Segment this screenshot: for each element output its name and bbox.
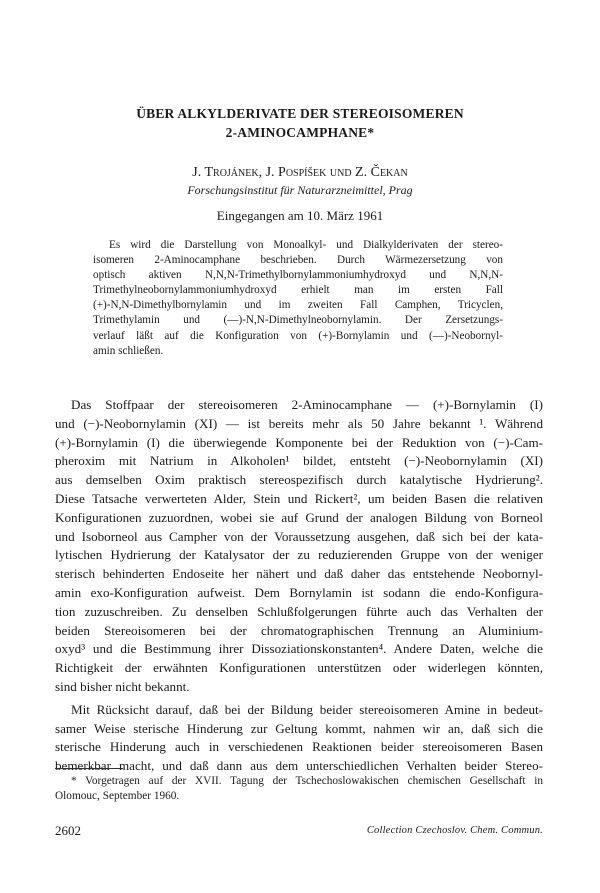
body-line: bemerkbar macht, und daß dann aus dem unterschiedlichen Verhalten beider Stereo- <box>55 758 543 774</box>
body-line: sterische Hinderung auch in verschiedenen Reaktionen beider stereoisomeren Basen <box>55 739 543 755</box>
footnote-line: Olomouc, September 1960. <box>55 790 180 802</box>
abstract-line: (+)-N,N-Dimethylbornylamin und im zweiten Fall Camphen, Tricyclen, <box>93 299 503 312</box>
abstract-line: verlauf läßt auf die Konfiguration von (+)-Bornylamin und (—)-Neobornyl- <box>93 329 503 342</box>
abstract-line: isomeren 2-Aminocamphane beschrieben. Durch Wärmezersetzung von <box>93 254 503 267</box>
journal-name-text: Collection Czechoslov. Chem. Commun. <box>366 825 543 836</box>
body-line: oxyd³ und die Bestimmung ihrer Dissoziationskonstanten⁴. Andere Daten, welche die <box>55 641 543 657</box>
body-line: tion zuzuschreiben. Zu denselben Schlußfolgerungen führte auch das Verhalten der <box>55 603 543 619</box>
body-line: und Isoborneol aus Campher von der Voraussetzung ausgehen, daß sich bei der kata- <box>55 528 543 544</box>
paragraph-1 <box>55 396 543 697</box>
abstract-line: amin schließen. <box>93 344 164 357</box>
body-line: aus demselben Oxim praktisch stereospezifisch durch katalytische Hydrierung². <box>55 472 543 488</box>
abstract <box>93 238 503 359</box>
body-line: Richtigkeit der erwähnten Konfigurationen unterstützen oder widerlegen könnten, <box>55 660 543 676</box>
body-line: Diese Tatsache verwerteten Alder, Stein und Rickert², um beiden Basen die relativen <box>55 490 543 506</box>
body-line: und (−)-Neobornylamin (XI) — ist bereits mehr als 50 Jahre bekannt ¹. Während <box>55 415 543 431</box>
title-line-2: 2-AMINOCAMPHANE* <box>225 125 375 140</box>
authors: J. Trojánek, J. Pospíšek und Z. Čekan <box>192 165 408 180</box>
received-date: Eingegangen am 10. März 1961 <box>216 208 384 223</box>
body-line: amin exo-Konfiguration aufweist. Dem Bornylamin ist sodann die endo-Konfigura- <box>55 584 543 600</box>
affiliation: Forschungsinstitut für Naturarzneimittel, Prag <box>187 183 413 197</box>
body-line: Das Stoffpaar der stereoisomeren 2-Aminocamphane — (+)-Bornylamin (I) <box>71 397 543 412</box>
body-line: (+)-Bornylamin (I) die überwiegende Komponente bei der Reduktion von (−)-Cam- <box>55 434 543 450</box>
page-number: 2602 <box>55 823 81 838</box>
footnote-divider <box>55 768 123 769</box>
paper-title <box>0 104 600 142</box>
abstract-line: optisch aktiven N,N,N-Trimethylbornylammoniumhydroxyd und N,N,N- <box>93 269 503 282</box>
body-line: sind bisher nicht bekannt. <box>55 678 190 694</box>
body-line: lytischen Hydrierung der Katalysator der zu reduzierenden Gruppe von der weniger <box>55 547 543 563</box>
journal-name <box>367 825 543 836</box>
title-line-1: ÜBER ALKYLDERIVATE DER STEREOISOMEREN <box>136 106 464 121</box>
body-line: beiden Stereoisomeren bei der chromatographischen Trennung an Aluminium- <box>55 622 543 638</box>
abstract-line: Trimethylneobornylammoniumhydroxyd erhielt man im ersten Fall <box>93 284 503 297</box>
body-line: pheroxim mit Natrium in Alkoholen¹ bildet, entsteht (−)-Neobornylamin (XI) <box>55 453 543 469</box>
footnote-line: * Vorgetragen auf der XVII. Tagung der Tschechoslowakischen chemischen Gesellschaft in <box>71 775 543 787</box>
body-line: samer Weise sterische Hinderung zur Geltung kommt, nahmen wir an, daß sich die <box>55 720 543 736</box>
body-line: Konfigurationen zuzuordnen, wobei sie auf Grund der analogen Bildung von Borneol <box>55 509 543 525</box>
body-text <box>55 396 543 776</box>
footnote <box>55 774 543 804</box>
abstract-line: Es wird die Darstellung von Monoalkyl- und Dialkylderivaten der stereo- <box>109 239 503 251</box>
abstract-line: Trimethylamin und (—)-N,N-Dimethylneobornylamin. Der Zersetzungs- <box>93 314 503 327</box>
body-line: Mit Rücksicht darauf, daß bei der Bildung beider stereoisomeren Amine in bedeut- <box>71 701 543 717</box>
paragraph-2 <box>55 701 543 776</box>
body-line: sterisch behinderten Endoseite her nähert und daß daher das entstehende Neobornyl- <box>55 566 543 582</box>
